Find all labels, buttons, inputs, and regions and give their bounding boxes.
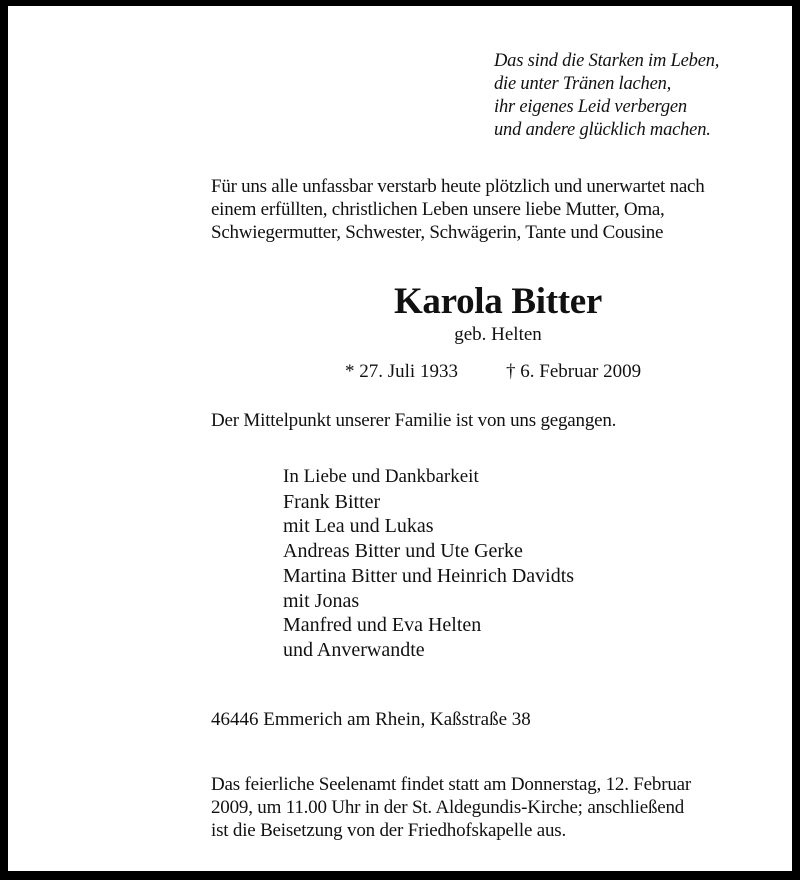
mourners-lead: In Liebe und Dankbarkeit (283, 466, 479, 487)
poem-line: und andere glücklich machen. (494, 120, 711, 140)
mourner-name: Andreas Bitter und Ute Gerke (283, 540, 523, 563)
poem-line: ihr eigenes Leid verbergen (494, 97, 687, 117)
poem-line: Das sind die Starken im Leben, (494, 51, 720, 71)
mourner-name: mit Lea und Lukas (283, 515, 434, 538)
poem-verse (494, 50, 719, 142)
mourner-name: Manfred und Eva Helten (283, 614, 482, 637)
mourner-name: mit Jonas (283, 589, 360, 612)
death-date: † 6. Februar 2009 (506, 361, 642, 382)
service-line: Das feierliche Seelenamt findet statt am Donnerstag, 12. Februar (211, 774, 691, 795)
family-address: 46446 Emmerich am Rhein, Kaßstraße 38 (211, 709, 531, 730)
service-line: 2009, um 11.00 Uhr in der St. Aldegundis-Kirche; anschließend (211, 797, 685, 818)
mourner-name: und Anverwandte (283, 638, 425, 661)
poem-line: die unter Tränen lachen, (494, 74, 672, 94)
deceased-name: Karola Bitter (393, 281, 603, 322)
mourners-list (283, 465, 574, 663)
intro-line: Für uns alle unfassbar verstarb heute plötzlich und unerwartet nach (211, 176, 705, 197)
family-statement: Der Mittelpunkt unserer Familie ist von uns gegangen. (211, 410, 617, 431)
intro-line: einem erfüllten, christlichen Leben unsere liebe Mutter, Oma, (211, 199, 665, 220)
maiden-name: geb. Helten (454, 324, 542, 345)
intro-line: Schwiegermutter, Schwester, Schwägerin, Tante und Cousine (211, 222, 664, 243)
birth-date: * 27. Juli 1933 (345, 361, 458, 382)
intro-paragraph (211, 175, 704, 244)
mourner-name: Martina Bitter und Heinrich Davidts (283, 564, 575, 587)
service-details (211, 773, 691, 842)
service-line: ist die Beisetzung von der Friedhofskapelle aus. (211, 820, 567, 841)
mourner-name: Frank Bitter (283, 490, 381, 513)
